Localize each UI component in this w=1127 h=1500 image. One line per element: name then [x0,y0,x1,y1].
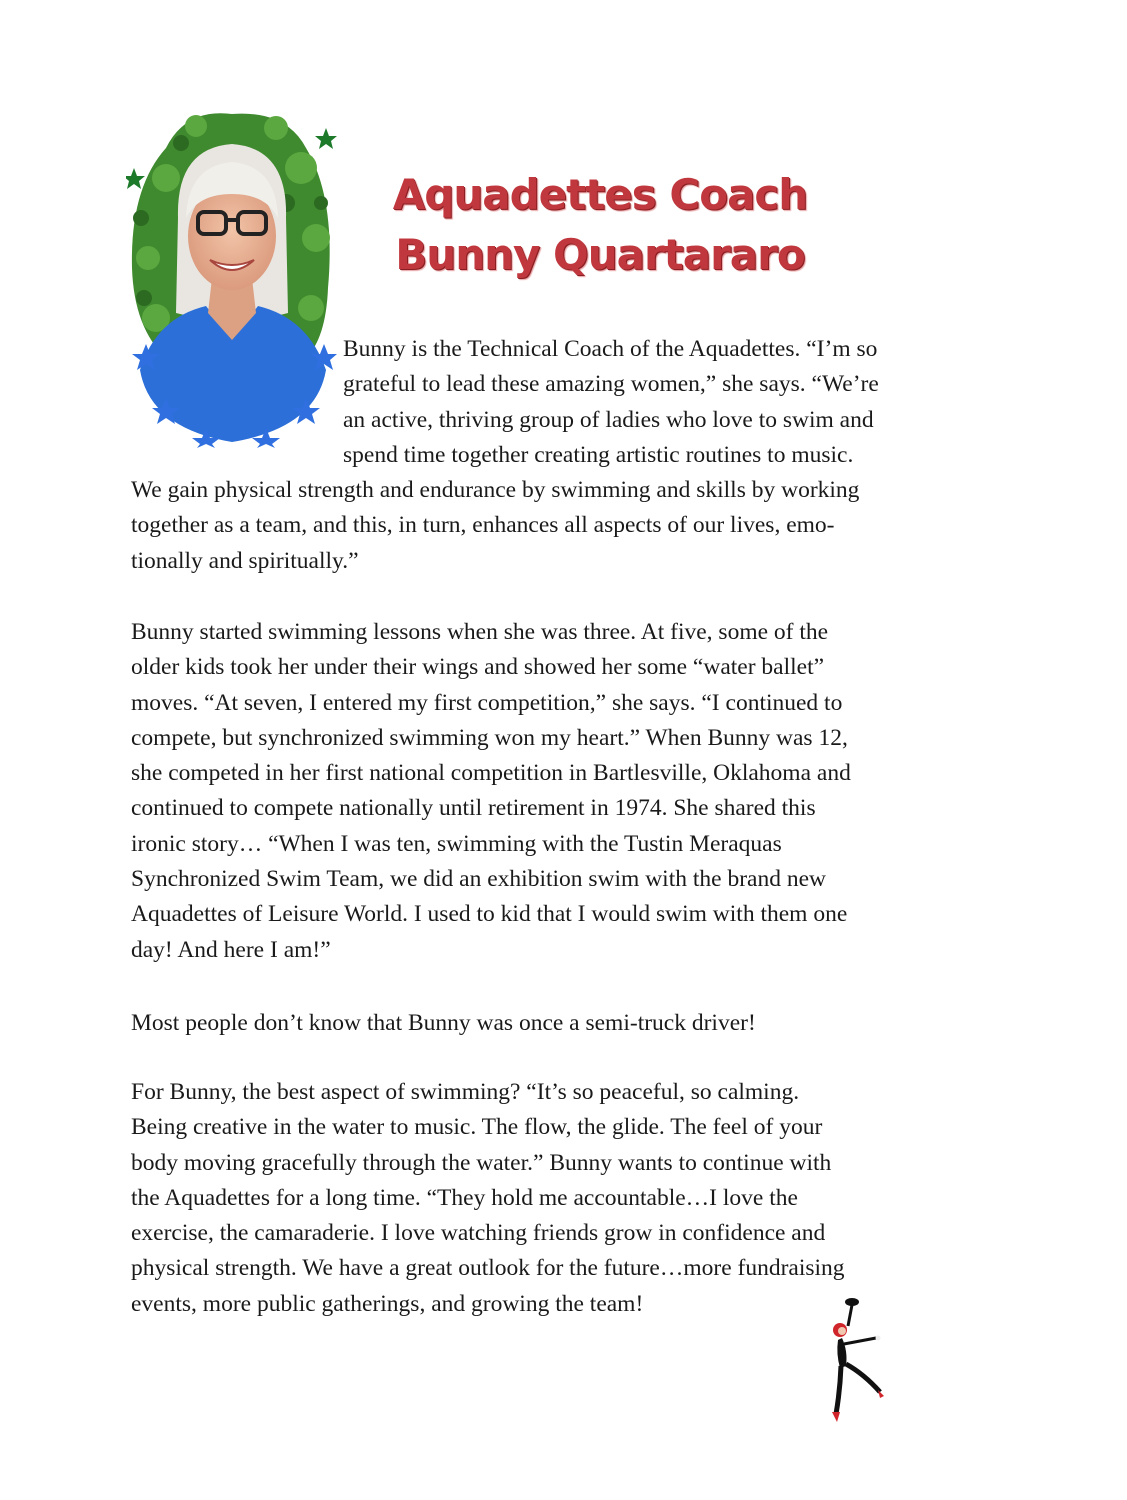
text-line: together as a team, and this, in turn, enhances all aspects of our lives, emo- [131,512,835,539]
intro-paragraph-wrapped [343,332,983,473]
text-line: Bunny started swimming lessons when she was three. At five, some of the [131,619,829,645]
text-line: physical strength. We have a great outlook for the future…more fundraising [131,1255,845,1282]
text-line: grateful to lead these amazing women,” she says. “We’re [343,371,879,398]
page-title [340,165,860,285]
title-line-1: Aquadettes Coach [392,170,808,219]
text-line: Most people don’t know that Bunny was once a semi-truck driver! [131,1010,756,1036]
title-line-2: Bunny Quartararo [395,230,805,279]
text-line: compete, but synchronized swimming won my heart.” When Bunny was 12, [131,724,848,751]
text-line: tionally and spiritually.” [131,547,359,574]
text-line: the Aquadettes for a long time. “They hold me accountable…I love the [131,1184,798,1211]
text-line: an active, thriving group of ladies who love to swim and [343,406,874,433]
swimmer-figure-icon [818,1296,898,1426]
text-line: Synchronized Swim Team, we did an exhibition swim with the brand new [131,866,826,893]
text-line: ironic story… “When I was ten, swimming with the Tustin Meraquas [131,830,782,857]
text-line: older kids took her under their wings and showed her some “water ballet” [131,654,825,681]
text-line: body moving gracefully through the water.” Bunny wants to continue with [131,1149,832,1176]
text-line: Aquadettes of Leisure World. I used to kid that I would swim with them one [131,901,848,928]
text-line: day! And here I am!” [131,936,331,963]
intro-paragraph-continued [131,473,981,579]
text-line: exercise, the camaraderie. I love watching friends grow in confidence and [131,1220,826,1247]
text-line: continued to compete nationally until retirement in 1974. She shared this [131,795,816,822]
text-line: events, more public gatherings, and growing the team! [131,1290,644,1317]
text-line: moves. “At seven, I entered my first competition,” she says. “I continued to [131,689,843,716]
history-paragraph [131,615,981,968]
text-line: Bunny is the Technical Coach of the Aquadettes. “I’m so [343,336,878,362]
text-line: spend time together creating artistic routines to music. [343,441,854,468]
text-line: We gain physical strength and endurance by swimming and skills by working [131,477,860,503]
coach-portrait [126,108,338,448]
text-line: Being creative in the water to music. The flow, the glide. The feel of your [131,1114,823,1141]
text-line: she competed in her first national competition in Bartlesville, Oklahoma and [131,760,851,787]
text-line: For Bunny, the best aspect of swimming? “It’s so peaceful, so calming. [131,1079,800,1105]
fun-fact-paragraph [131,1006,981,1041]
closing-paragraph [131,1075,981,1322]
